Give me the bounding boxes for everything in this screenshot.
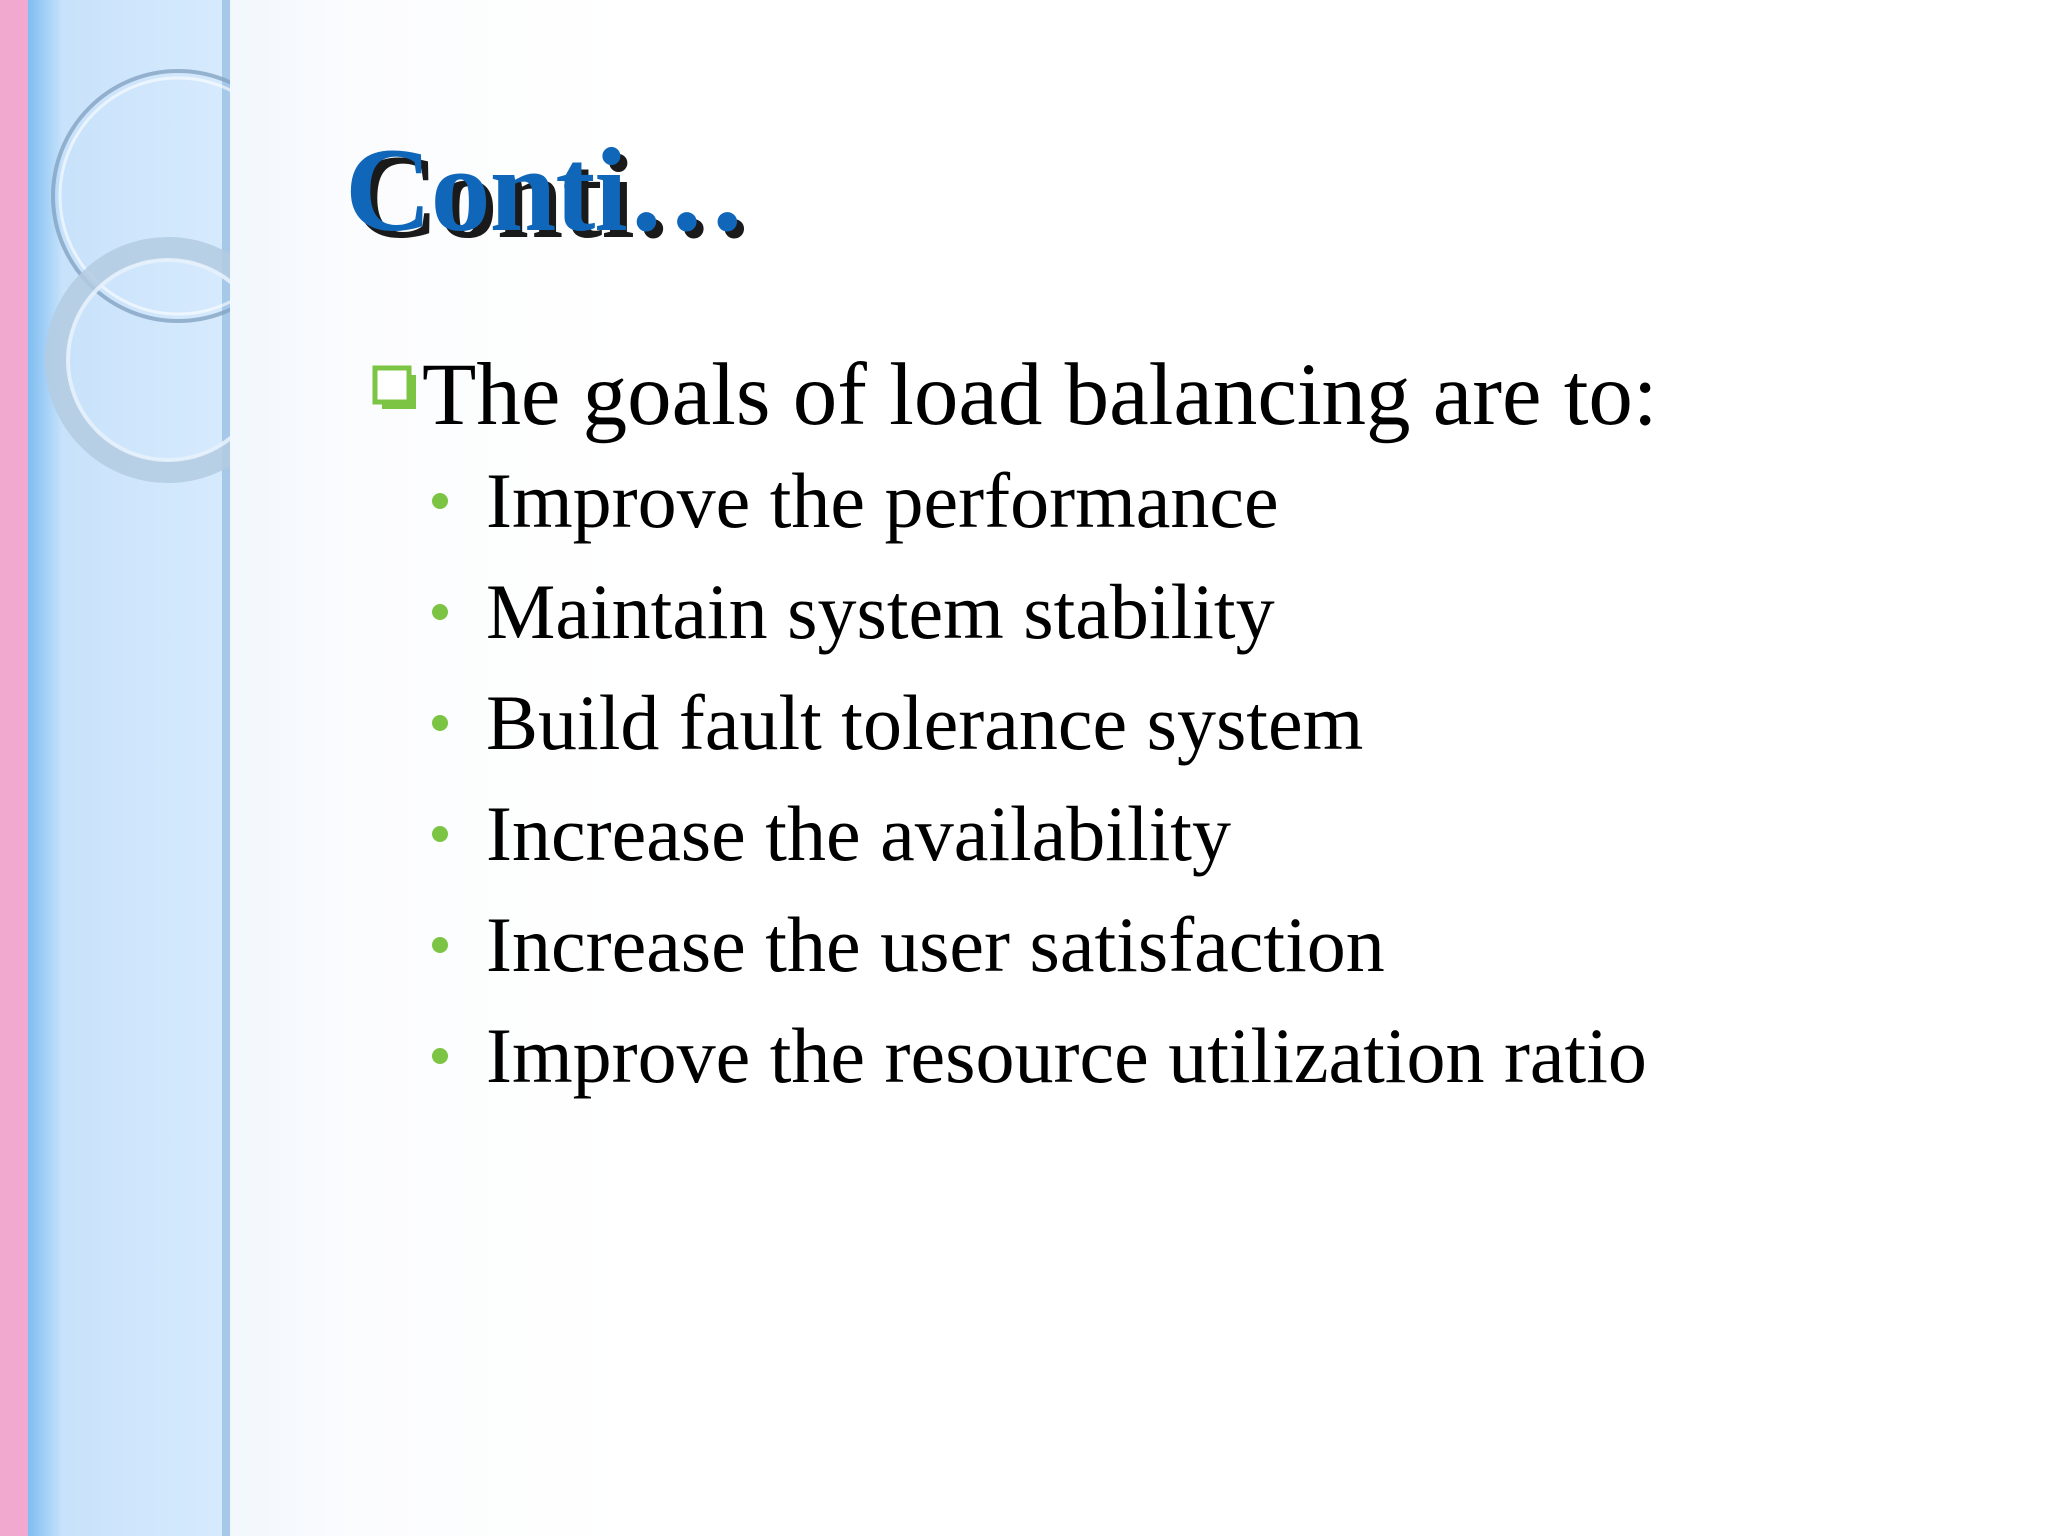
list-item [432,568,1647,684]
green-dot-bullet-icon [432,604,448,620]
list-item-text: Increase the user satisfaction [486,901,1385,988]
list-item [432,901,1647,1017]
slide-title: Conti… [345,123,746,256]
green-dot-bullet-icon [432,493,448,509]
list-item [432,457,1647,573]
green-dot-bullet-icon [432,826,448,842]
sub-bullet-list [432,457,1647,1128]
main-bullet-point [368,347,1658,445]
list-item-text: Build fault tolerance system [486,679,1364,766]
green-dot-bullet-icon [432,937,448,953]
list-item-text: Increase the availability [486,790,1231,877]
main-point-text: The goals of load balancing are to: [422,346,1658,444]
decorative-rings [0,0,230,520]
list-item [432,1012,1647,1128]
list-item [432,790,1647,906]
hollow-square-bullet-icon [368,361,422,421]
list-item-text: Maintain system stability [486,568,1275,655]
green-dot-bullet-icon [432,1048,448,1064]
list-item [432,679,1647,795]
list-item-text: Improve the resource utilization ratio [486,1012,1647,1099]
list-item-text: Improve the performance [486,457,1279,544]
green-dot-bullet-icon [432,715,448,731]
